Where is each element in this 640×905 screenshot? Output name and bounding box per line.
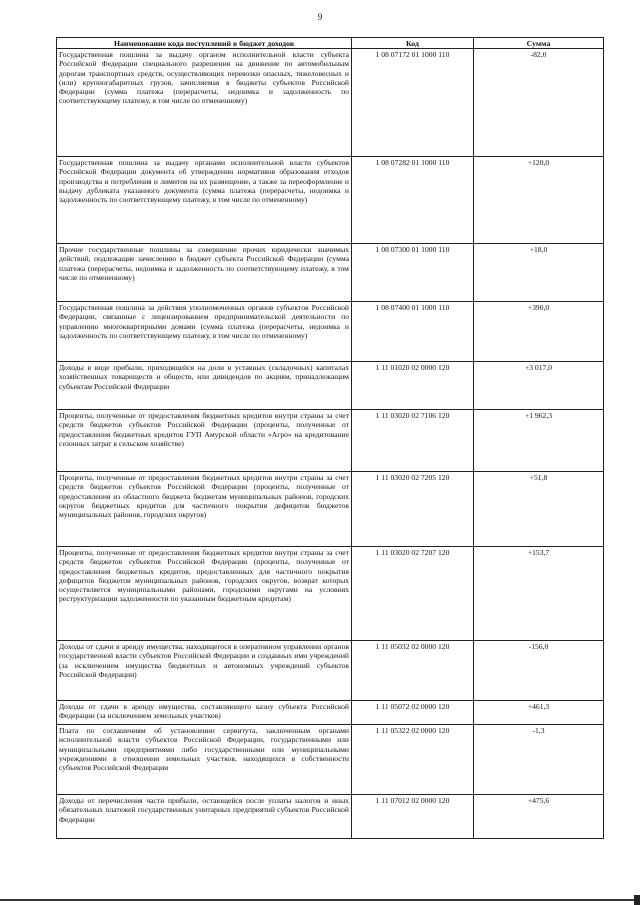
revenue-name-cell: Проценты, полученные от предоставления бюджетных кредитов внутри страны за счет средств бюджетов субъектов Российской Федерации (проценты, полученные от предоставления бюджетных кредитов, предоставленных для частичного покрытия дефицитов бюджетов муниципальных районов, городских округов, возврат которых осуществляется муниципальными районами, городскими округами на условиях реструктуризации задолженности по указанным бюджетным кредитам) (57, 547, 352, 641)
revenue-name-cell: Доходы от сдачи в аренду имущества, составляющего казну субъекта Российской Федерации (за исключением земельных участков) (57, 701, 352, 725)
revenue-sum-cell: -156,0 (474, 641, 604, 701)
column-header-sum: Сумма (474, 38, 604, 49)
budget-revenue-table (56, 37, 604, 839)
table-row (57, 362, 604, 410)
revenue-name-cell: Государственная пошлина за действия уполномоченных органов субъектов Российской Федерации, связанные с лицензированием предпринимательской деятельности по управлению многоквартирными домами (сумма платежа (перерасчеты, недоимка и задолженность по соответствующему платежу, в том числе по отмененному) (57, 302, 352, 362)
revenue-sum-cell: +51,8 (474, 472, 604, 547)
revenue-name-cell: Проценты, полученные от предоставления бюджетных кредитов внутри страны за счет средств бюджетов субъектов Российской Федерации (проценты, полученные от предоставления бюджетных кредитов ГУП Амурской области «Агро» на кредитование сезонных затрат в сельском хозяйстве) (57, 410, 352, 472)
revenue-sum-cell: +390,0 (474, 302, 604, 362)
revenue-code-cell: 1 11 05072 02 0000 120 (352, 701, 474, 725)
revenue-name-cell: Государственная пошлина за выдачу органом исполнительной власти субъекта Российской Федерации специального разрешения на движение по автомобильным дорогам транспортных средств, осуществляющих перевозки опасных, тяжеловесных и (или) крупногабаритных грузов, зачисляемая в бюджеты субъектов Российской Федерации (сумма платежа (перерасчеты, недоимка и задолженность по соответствующему платежу, в том числе по отмененному) (57, 49, 352, 157)
revenue-sum-cell: +120,0 (474, 157, 604, 244)
table-row (57, 157, 604, 244)
revenue-code-cell: 1 08 07400 01 1000 110 (352, 302, 474, 362)
revenue-name-cell: Доходы от перечисления части прибыли, остающейся после уплаты налогов и иных обязательных платежей государственных унитарных предприятий субъектов Российской Федерации (57, 795, 352, 839)
revenue-code-cell: 1 11 05322 02 0000 120 (352, 725, 474, 795)
revenue-name-cell: Проценты, полученные от предоставления бюджетных кредитов внутри страны за счет средств бюджетов субъектов Российской Федерации (проценты, полученные от предоставления из областного бюджета бюджетам муниципальных районов, городских округов бюджетных кредитов для частичного покрытия дефицитов бюджетов муниципальных районов, городских округов) (57, 472, 352, 547)
column-header-code: Код (352, 38, 474, 49)
scan-bottom-edge (0, 899, 640, 901)
table-row (57, 725, 604, 795)
page-number: 9 (317, 12, 323, 22)
revenue-sum-cell: -1,3 (474, 725, 604, 795)
revenue-code-cell: 1 08 07282 01 1000 110 (352, 157, 474, 244)
table-row (57, 244, 604, 302)
revenue-sum-cell: -82,0 (474, 49, 604, 157)
revenue-sum-cell: +1 962,3 (474, 410, 604, 472)
revenue-sum-cell: +3 017,0 (474, 362, 604, 410)
table-row (57, 641, 604, 701)
revenue-name-cell: Прочие государственные пошлины за совершение прочих юридически значимых действий, подлежащие зачислению в бюджет субъекта Российской Федерации (сумма платежа (перерасчеты, недоимка и задолженность по соответствующему платежу, в том числе по отмененному) (57, 244, 352, 302)
table-row (57, 302, 604, 362)
column-header-name: Наименование кода поступлений в бюджет доходов (57, 38, 352, 49)
revenue-sum-cell: +18,0 (474, 244, 604, 302)
revenue-code-cell: 1 11 05032 02 0000 120 (352, 641, 474, 701)
revenue-code-cell: 1 11 03020 02 7205 120 (352, 472, 474, 547)
revenue-name-cell: Государственная пошлина за выдачу органами исполнительной власти субъектов Российской Федерации документа об утверждении нормативов образования отходов производства и потребления и лимитов на их размещение, а также за переоформление и выдачу дубликата указанного документа (сумма платежа (перерасчеты, недоимка и задолженность по соответствующему платежу, в том числе по отмененному) (57, 157, 352, 244)
table-row (57, 472, 604, 547)
revenue-code-cell: 1 08 07172 01 1000 110 (352, 49, 474, 157)
table-row (57, 547, 604, 641)
revenue-code-cell: 1 11 03020 02 7106 120 (352, 410, 474, 472)
revenue-name-cell: Доходы от сдачи в аренду имущества, находящегося в оперативном управлении органов государственной власти субъектов Российской Федерации и созданных ими учреждений (за исключением имущества бюджетных и автономных учреждений субъектов Российской Федерации) (57, 641, 352, 701)
table-row (57, 49, 604, 157)
revenue-sum-cell: +461,3 (474, 701, 604, 725)
revenue-code-cell: 1 11 07012 02 0000 120 (352, 795, 474, 839)
scan-corner-mark (634, 895, 640, 905)
table-row (57, 795, 604, 839)
table-header-row (57, 38, 604, 49)
revenue-sum-cell: +153,7 (474, 547, 604, 641)
revenue-name-cell: Доходы в виде прибыли, приходящейся на доли в уставных (складочных) капиталах хозяйственных товариществ и обществ, или дивидендов по акциям, принадлежащим субъектам Российской Федерации (57, 362, 352, 410)
table-row (57, 701, 604, 725)
revenue-code-cell: 1 11 03020 02 7207 120 (352, 547, 474, 641)
revenue-sum-cell: +475,6 (474, 795, 604, 839)
revenue-code-cell: 1 11 01020 02 0000 120 (352, 362, 474, 410)
revenue-name-cell: Плата по соглашениям об установлении сервитута, заключенным органами исполнительной власти субъектов Российской Федерации, государственными или муниципальными предприятиями либо государственными или муниципальными учреждениями в отношении земельных участков, находящихся в собственности субъектов Российской Федерации (57, 725, 352, 795)
revenue-code-cell: 1 08 07300 01 1000 110 (352, 244, 474, 302)
table-row (57, 410, 604, 472)
